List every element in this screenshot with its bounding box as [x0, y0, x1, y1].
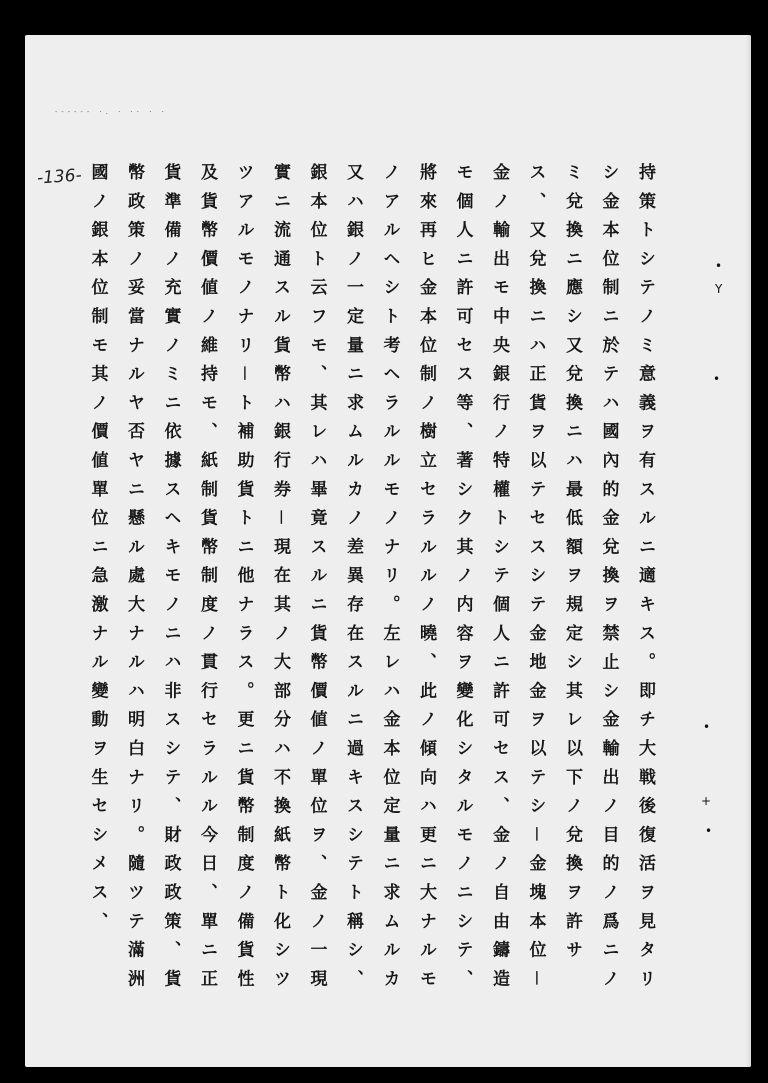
scan-specks: ------ ·. · ·· · · [55, 108, 168, 116]
margin-mark: • [703, 720, 711, 734]
margin-mark: + [701, 794, 712, 808]
margin-mark: Y [715, 282, 723, 296]
document-body-text: 持策トシテノミ意義ヲ有スルニ適キス。即チ大戦後復活ヲ見タリシ金本位制ニ於テハ國內的金兌換ヲ禁止シ金輸出ノ目的ノ爲ニノミ兌換ニ應シ又兌換ニハ最低額ヲ規定シ其レ以下ノ兌換ヲ許サス、又兌換ニハ正貨ヲ以テセスシテ金地金ヲ以テシ－金塊本位－金ノ輸出モ中央銀行ノ特權トシテ個人ニ許可セス、金ノ自由鑄造モ個人ニ許可セス等、著シク其ノ内容ヲ變化シタルモノニシテ、將來再ヒ金本位制ノ樹立セラルルノ曉、此ノ傾向ハ更ニ大ナルモノアルヘシト考ヘラルルモノナリ。左レハ金本位定量ニ求ムルカ又ハ銀ノ一定量ニ求ムルカノ差異存在スルニ過キスシテト稱シ、銀本位ト云フモ、其レハ畢竟スルニ貨幣價値ノ單位ヲ、金ノ一現實ニ流通スル貨幣ハ銀行券－現在其ノ大部分ハ不換紙幣ト化シツツアルモノナリ－ト補助貨トニ他ナラス。更ニ貨幣制度ノ備貨性及貨幣價値ノ維持モ、紙制貨幣制度ノ貫行セラルル今日、單ニ正貨準備ノ充實ノミニ依據スヘキモノニハ非スシテ、財政政策、貨幣政策ノ妥當ナルヤ否ヤニ懸ル處大ナルハ明白ナリ。隨ツテ滿洲國ノ銀本位制モ其ノ價値單位ニ急激ナル變動ヲ生セシメス、 [87, 163, 655, 999]
margin-mark: • [715, 259, 723, 273]
page-number: -136- [36, 165, 83, 189]
margin-mark: • [705, 824, 713, 838]
margin-mark: • [713, 372, 721, 386]
document-page [25, 35, 751, 1067]
page-edge-shadow [745, 35, 751, 1067]
